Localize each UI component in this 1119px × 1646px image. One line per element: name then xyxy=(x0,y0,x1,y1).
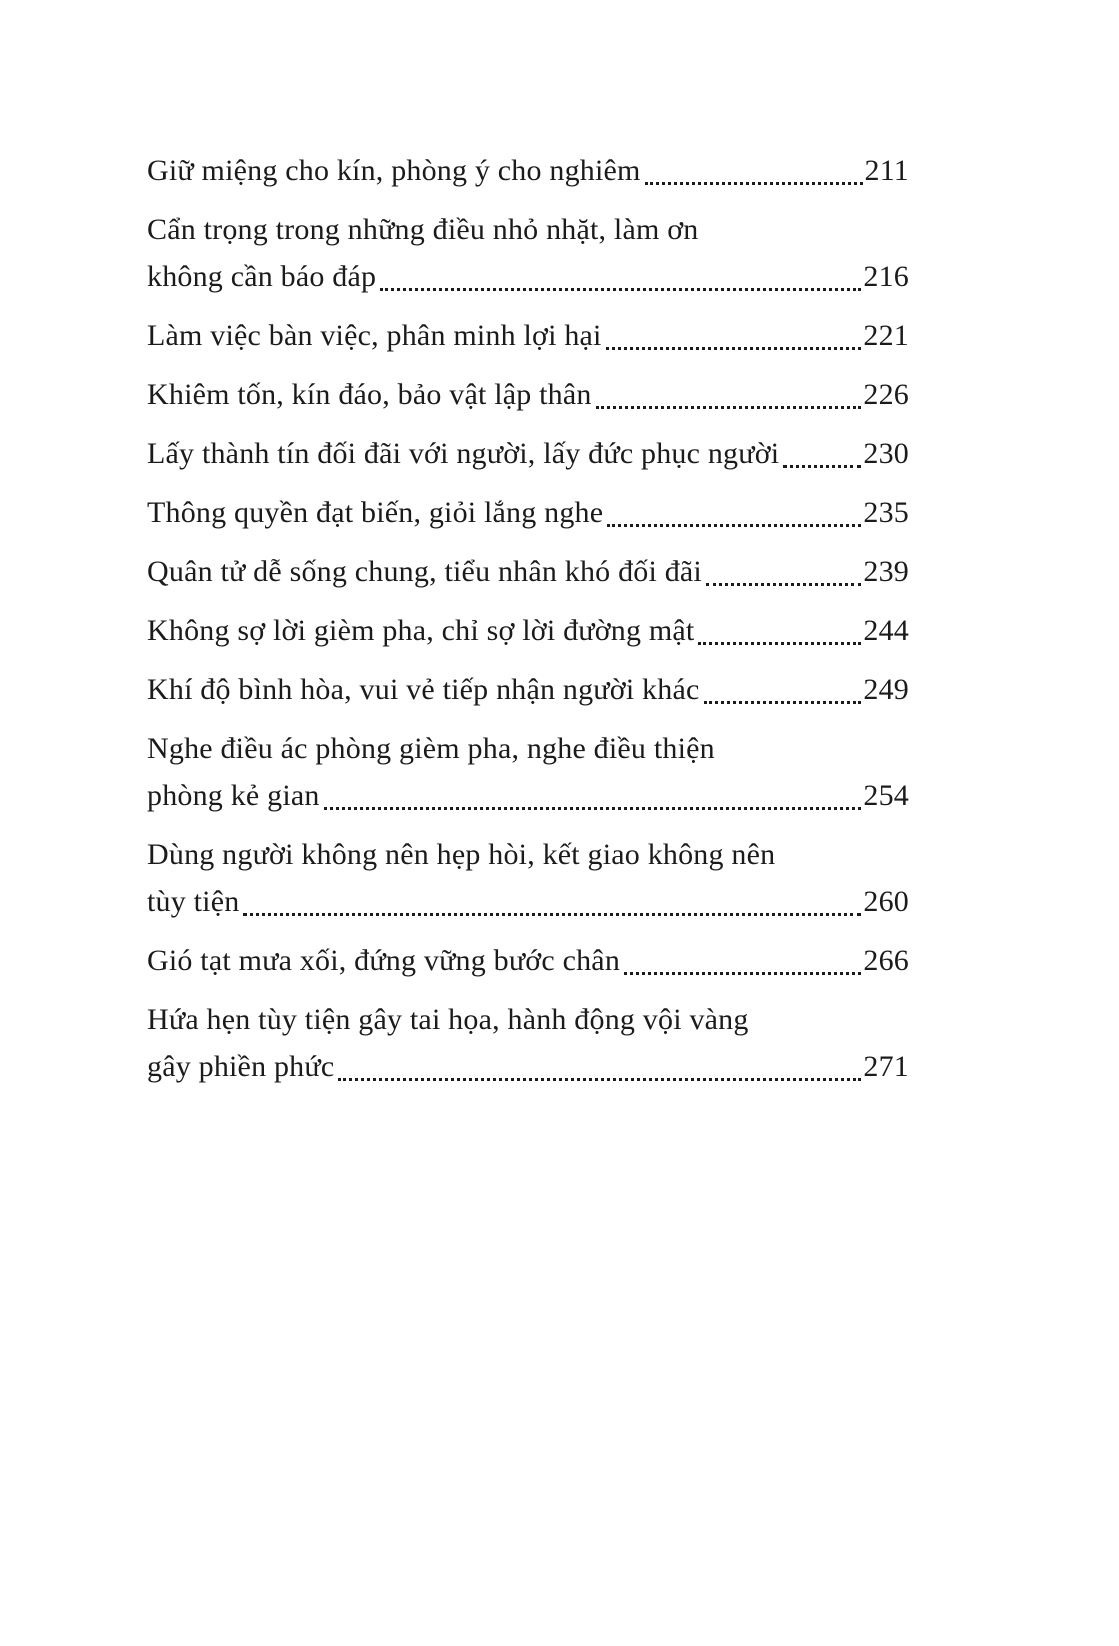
toc-entry-line xyxy=(147,206,909,253)
toc-entry-title-continuation: gây phiền phức xyxy=(147,1050,335,1083)
dot-leader xyxy=(324,807,862,810)
toc-entry-title: Khiêm tốn, kín đáo, bảo vật lập thân xyxy=(147,378,592,411)
dot-leader xyxy=(698,642,861,645)
toc-entry-title: Gió tạt mưa xối, đứng vững bước chân xyxy=(147,944,621,977)
dot-leader xyxy=(338,1078,861,1081)
toc-entry-page-number: 230 xyxy=(863,437,909,470)
toc-entry xyxy=(147,206,909,300)
toc-entry-title: Thông quyền đạt biến, giỏi lắng nghe xyxy=(147,496,604,529)
toc-entry xyxy=(147,147,909,194)
toc-entry-line xyxy=(147,607,909,654)
dot-leader xyxy=(706,583,861,586)
dot-leader xyxy=(606,347,862,350)
toc-entry xyxy=(147,489,909,536)
toc-entry-title-continuation: không cần báo đáp xyxy=(147,260,377,293)
toc-entry xyxy=(147,371,909,418)
toc-entry-line xyxy=(147,666,909,713)
toc-entry-page-number: 239 xyxy=(863,555,909,588)
toc-entry-title: Dùng người không nên hẹp hòi, kết giao không nên xyxy=(147,838,776,871)
toc-entry-line xyxy=(147,1043,909,1090)
dot-leader xyxy=(380,288,861,291)
toc-entry-line xyxy=(147,878,909,925)
toc-entry-page-number: 271 xyxy=(863,1050,909,1083)
toc-entry-page-number: 216 xyxy=(863,260,909,293)
dot-leader xyxy=(645,182,863,185)
toc-entry xyxy=(147,831,909,925)
dot-leader xyxy=(783,465,861,468)
toc-entry-title: Giữ miệng cho kín, phòng ý cho nghiêm xyxy=(147,154,641,187)
dot-leader xyxy=(607,524,861,527)
toc-entry-line xyxy=(147,772,909,819)
toc-entry-line xyxy=(147,996,909,1043)
toc-entry-line xyxy=(147,489,909,536)
toc-entry-line xyxy=(147,312,909,359)
dot-leader xyxy=(243,913,861,916)
toc-entry xyxy=(147,666,909,713)
toc-entry-page-number: 260 xyxy=(863,885,909,918)
table-of-contents xyxy=(147,147,909,1102)
toc-entry-title: Không sợ lời gièm pha, chỉ sợ lời đường mật xyxy=(147,614,695,647)
toc-entry-page-number: 244 xyxy=(863,614,909,647)
toc-entry-line xyxy=(147,831,909,878)
dot-leader xyxy=(704,701,862,704)
toc-entry xyxy=(147,312,909,359)
toc-entry-title: Lấy thành tín đối đãi với người, lấy đức phục người xyxy=(147,437,780,470)
toc-entry-title: Cẩn trọng trong những điều nhỏ nhặt, làm ơn xyxy=(147,213,699,246)
toc-entry-page-number: 226 xyxy=(863,378,909,411)
dot-leader xyxy=(624,972,861,975)
toc-entry-title: Làm việc bàn việc, phân minh lợi hại xyxy=(147,319,602,352)
toc-entry-line xyxy=(147,147,909,194)
toc-entry-page-number: 266 xyxy=(863,944,909,977)
toc-entry-title-continuation: phòng kẻ gian xyxy=(147,779,320,812)
toc-entry-line xyxy=(147,725,909,772)
toc-entry-line xyxy=(147,371,909,418)
toc-entry-page-number: 235 xyxy=(863,496,909,529)
toc-entry-page-number: 221 xyxy=(863,319,909,352)
toc-entry-line xyxy=(147,430,909,477)
toc-entry xyxy=(147,548,909,595)
toc-entry-line xyxy=(147,548,909,595)
toc-entry xyxy=(147,607,909,654)
toc-entry-title: Hứa hẹn tùy tiện gây tai họa, hành động vội vàng xyxy=(147,1003,749,1036)
toc-entry xyxy=(147,430,909,477)
toc-entry xyxy=(147,725,909,819)
toc-entry-line xyxy=(147,937,909,984)
toc-entry-line xyxy=(147,253,909,300)
toc-entry-title: Khí độ bình hòa, vui vẻ tiếp nhận người khác xyxy=(147,673,700,706)
toc-entry xyxy=(147,996,909,1090)
dot-leader xyxy=(596,406,862,409)
toc-entry-page-number: 249 xyxy=(863,673,909,706)
toc-entry-title: Nghe điều ác phòng gièm pha, nghe điều thiện xyxy=(147,732,715,765)
toc-entry-page-number: 254 xyxy=(863,779,909,812)
toc-entry xyxy=(147,937,909,984)
toc-entry-page-number: 211 xyxy=(864,154,909,187)
toc-entry-title: Quân tử dễ sống chung, tiểu nhân khó đối đãi xyxy=(147,555,702,588)
toc-entry-title-continuation: tùy tiện xyxy=(147,885,240,918)
